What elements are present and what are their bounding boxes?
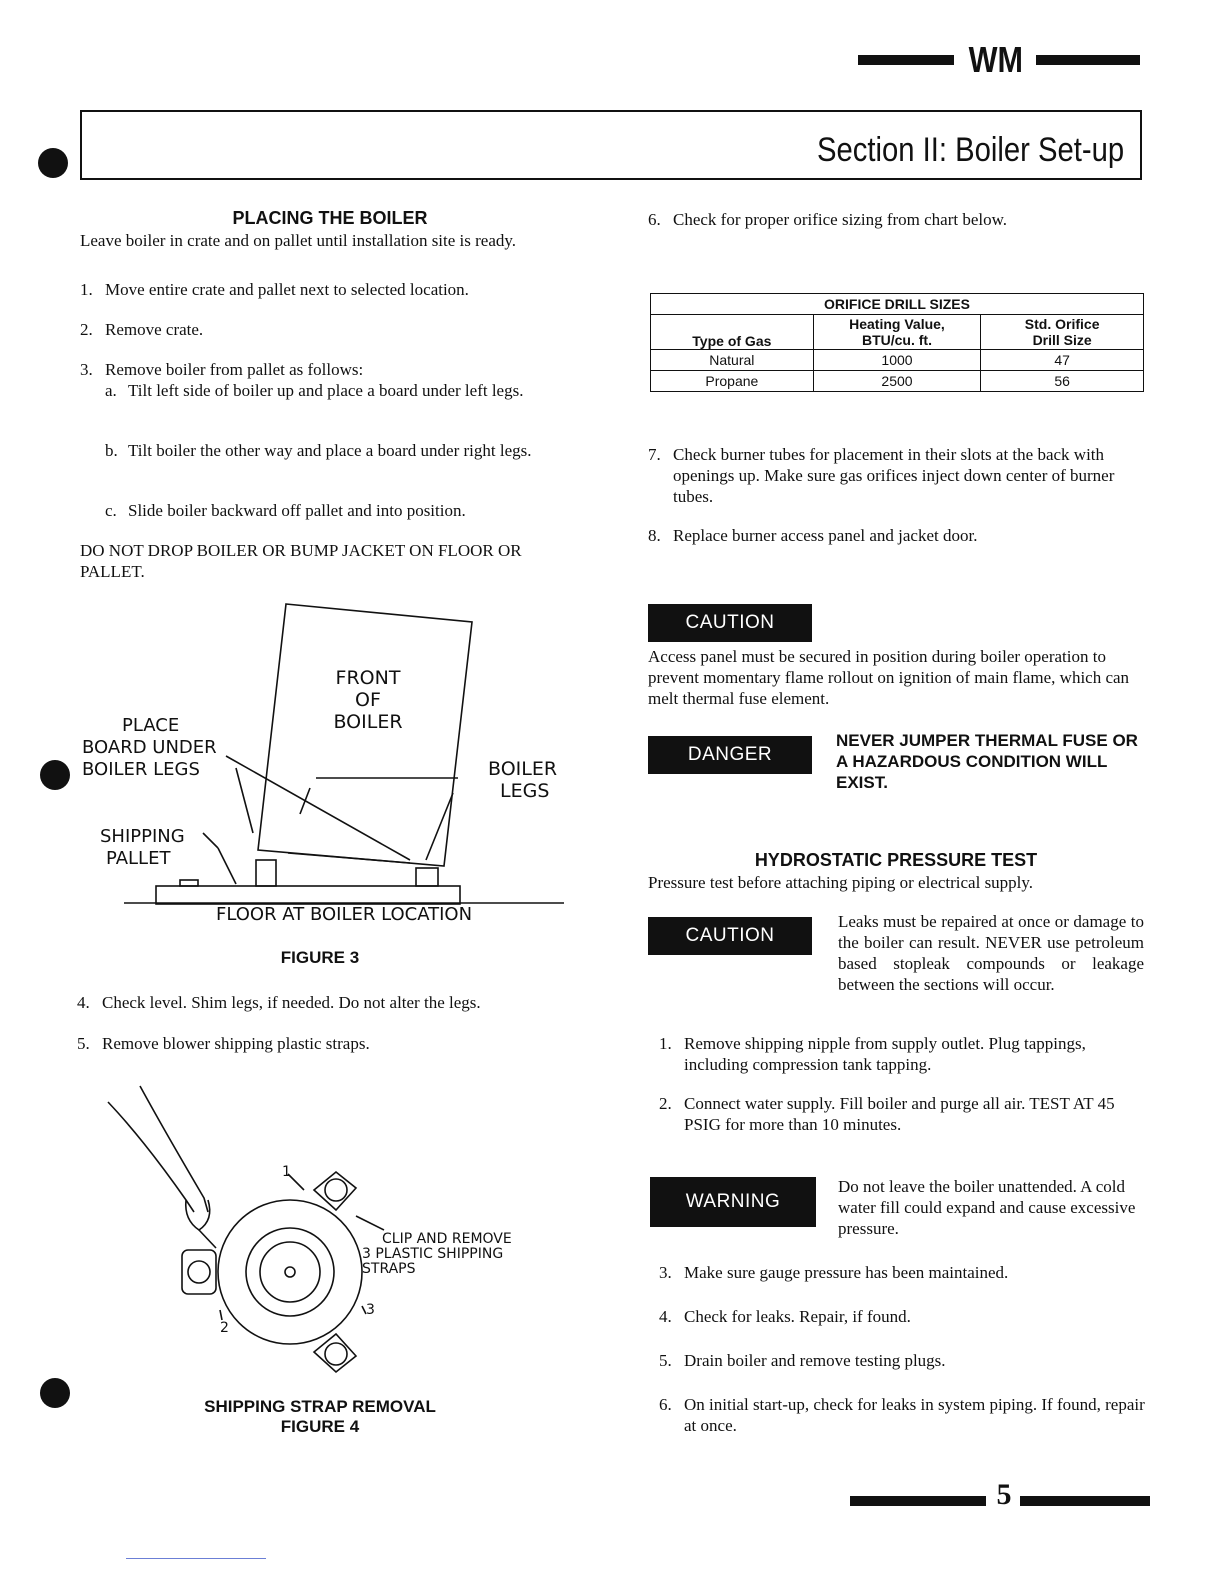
header-drill-size: Std. Orifice Drill Size: [1024, 316, 1100, 348]
list-item: [659, 1033, 1147, 1075]
label-board-under: BOARD UNDER: [82, 737, 217, 758]
item-number: 5.: [659, 1351, 672, 1370]
item-number: 2.: [80, 320, 93, 339]
item-number: c.: [105, 501, 117, 520]
item-text: Replace burner access panel and jacket door.: [673, 526, 978, 545]
list-item: [648, 444, 1144, 507]
table-header-cell: [651, 315, 814, 350]
footer-rule-right: [1020, 1496, 1150, 1506]
hydrostatic-intro: Pressure test before attaching piping or electrical supply.: [648, 873, 1034, 892]
table-row: [651, 371, 1144, 392]
list-item: [648, 525, 1144, 546]
orifice-drill-table: [650, 293, 1144, 392]
item-text: On initial start-up, check for leaks in system piping. If found, repair at once.: [684, 1395, 1145, 1435]
header-type-of-gas: Type of Gas: [692, 333, 772, 349]
table-cell: Natural: [651, 350, 814, 371]
figure-3-caption: FIGURE 3: [280, 948, 360, 967]
pliers-handle-right: [140, 1086, 208, 1212]
table-row: [651, 350, 1144, 371]
item-text: Move entire crate and pallet next to selected location.: [105, 280, 469, 299]
table-cell: Propane: [651, 371, 814, 392]
scan-artifact-line: [126, 1558, 266, 1559]
danger-label: DANGER: [648, 736, 812, 774]
label-right-boiler: BOILER: [488, 758, 558, 780]
figure-4-caption: FIGURE 4: [280, 1417, 360, 1436]
list-item: [80, 319, 580, 340]
label-clip-line3: STRAPS: [362, 1261, 416, 1277]
manufacturer-logo: [966, 38, 1026, 78]
item-text: Check burner tubes for placement in their slots at the back with openings up. Make sure gas orifices inject down center of burner tubes.: [673, 445, 1115, 506]
label-boiler: BOILER: [333, 711, 403, 733]
list-item: [77, 992, 577, 1013]
strap-number-3: 3: [366, 1302, 375, 1318]
warning-label: WARNING: [650, 1177, 816, 1227]
item-number: 4.: [77, 993, 90, 1012]
table-header-row: [651, 315, 1144, 350]
table-cell: 47: [981, 350, 1144, 371]
logo-text: WM: [968, 40, 1023, 78]
placing-intro: Leave boiler in crate and on pallet until installation site is ready.: [80, 231, 517, 250]
list-item: [659, 1394, 1147, 1436]
footer-rule-left: [850, 1496, 986, 1506]
sub-list-item: [105, 380, 580, 401]
binder-hole-middle: [40, 760, 70, 790]
label-boiler-legs: BOILER LEGS: [82, 759, 200, 780]
header-rule-right: [1036, 55, 1140, 65]
binder-hole-bottom: [40, 1378, 70, 1408]
list-item: [659, 1093, 1147, 1135]
label-front: FRONT: [335, 667, 401, 689]
list-item: [80, 279, 580, 300]
binder-hole-top: [38, 148, 68, 178]
item-text: Tilt left side of boiler up and place a board under left legs.: [128, 381, 524, 400]
sub-list-item: [105, 500, 580, 521]
caution-label-2: CAUTION: [648, 917, 812, 955]
item-number: 8.: [648, 526, 661, 545]
table-cell: 2500: [813, 371, 981, 392]
table-title-row: [651, 294, 1144, 315]
pliers-handle-left: [108, 1102, 194, 1212]
label-floor: FLOOR AT BOILER LOCATION: [216, 904, 473, 925]
strap-number-2: 2: [220, 1320, 229, 1336]
item-text: Tilt boiler the other way and place a board under right legs.: [128, 441, 532, 460]
list-item: [659, 1350, 1147, 1371]
item-number: 5.: [77, 1034, 90, 1053]
figure-4-strap-removal-diagram: [104, 1080, 544, 1380]
hydrostatic-heading: HYDROSTATIC PRESSURE TEST: [754, 850, 1038, 870]
list-item: [659, 1306, 1147, 1327]
logo-icon: [966, 38, 1026, 78]
blower-outer-ring: [218, 1200, 362, 1344]
label-shipping: SHIPPING: [100, 826, 185, 847]
caution-label: CAUTION: [648, 604, 812, 642]
item-text: Remove blower shipping plastic straps.: [102, 1034, 370, 1053]
warning-text: Do not leave the boiler unattended. A cold water fill could expand and cause excessive pressure.: [838, 1177, 1136, 1238]
section-title: Section II: Boiler Set-up: [816, 131, 1124, 169]
item-text: Drain boiler and remove testing plugs.: [684, 1351, 946, 1370]
label-clip-line2: 3 PLASTIC SHIPPING: [362, 1246, 504, 1262]
label-place: PLACE: [122, 715, 180, 736]
item-number: 2.: [659, 1094, 672, 1113]
label-clip-line1: CLIP AND REMOVE: [382, 1231, 512, 1247]
table-header-cell: [813, 315, 981, 350]
item-text: Check for leaks. Repair, if found.: [684, 1307, 911, 1326]
item-text: Make sure gauge pressure has been maintained.: [684, 1263, 1009, 1282]
item-number: 3.: [659, 1263, 672, 1282]
placing-heading: PLACING THE BOILER: [232, 208, 428, 228]
item-text: Check level. Shim legs, if needed. Do not alter the legs.: [102, 993, 481, 1012]
label-right-legs: LEGS: [500, 780, 550, 802]
table-title: ORIFICE DRILL SIZES: [651, 294, 1144, 315]
list-item: [648, 209, 1148, 230]
item-text: Remove shipping nipple from supply outlet. Plug tappings, including compression tank tapping.: [684, 1034, 1086, 1074]
list-item: [80, 359, 580, 380]
item-number: 1.: [80, 280, 93, 299]
danger-text: NEVER JUMPER THERMAL FUSE OR A HAZARDOUS CONDITION WILL EXIST.: [836, 731, 1138, 792]
label-pallet: PALLET: [106, 848, 171, 869]
item-text: Remove crate.: [105, 320, 204, 339]
item-number: 6.: [648, 210, 661, 229]
list-item: [77, 1033, 577, 1054]
section-header-box: [80, 110, 1142, 180]
item-text: Remove boiler from pallet as follows:: [105, 360, 364, 379]
table-cell: 1000: [813, 350, 981, 371]
item-number: 6.: [659, 1395, 672, 1414]
header-heating-value: Heating Value, BTU/cu. ft.: [849, 316, 945, 348]
header-rule-left: [858, 55, 954, 65]
item-number: 3.: [80, 360, 93, 379]
item-number: 1.: [659, 1034, 672, 1053]
page-number: 5: [996, 1478, 1012, 1511]
list-item: [659, 1262, 1147, 1283]
item-text: Slide boiler backward off pallet and into position.: [128, 501, 466, 520]
item-number: a.: [105, 381, 117, 400]
do-not-drop-warning: DO NOT DROP BOILER OR BUMP JACKET ON FLOOR OR PALLET.: [80, 541, 522, 581]
item-text: Connect water supply. Fill boiler and purge all air. TEST AT 45 PSIG for more than 10 minutes.: [684, 1094, 1115, 1134]
table-cell: 56: [981, 371, 1144, 392]
table-header-cell: [981, 315, 1144, 350]
strap-number-1: 1: [282, 1164, 291, 1180]
caution-text-2: Leaks must be repaired at once or damage to the boiler can result. NEVER use petroleum based stopleak compounds or leakage between the sections will occur.: [838, 912, 1144, 994]
sub-list-item: [105, 440, 580, 461]
figure-4-caption-title: SHIPPING STRAP REMOVAL: [204, 1397, 436, 1416]
item-text: Check for proper orifice sizing from chart below.: [673, 210, 1008, 229]
caution-text: Access panel must be secured in position during boiler operation to prevent momentary flame rollout on ignition of main flame, which can melt thermal fuse element.: [648, 647, 1130, 708]
item-number: 7.: [648, 445, 661, 464]
figure-3-boiler-diagram: [78, 598, 578, 928]
item-number: b.: [105, 441, 118, 460]
label-of: OF: [355, 689, 381, 711]
item-number: 4.: [659, 1307, 672, 1326]
